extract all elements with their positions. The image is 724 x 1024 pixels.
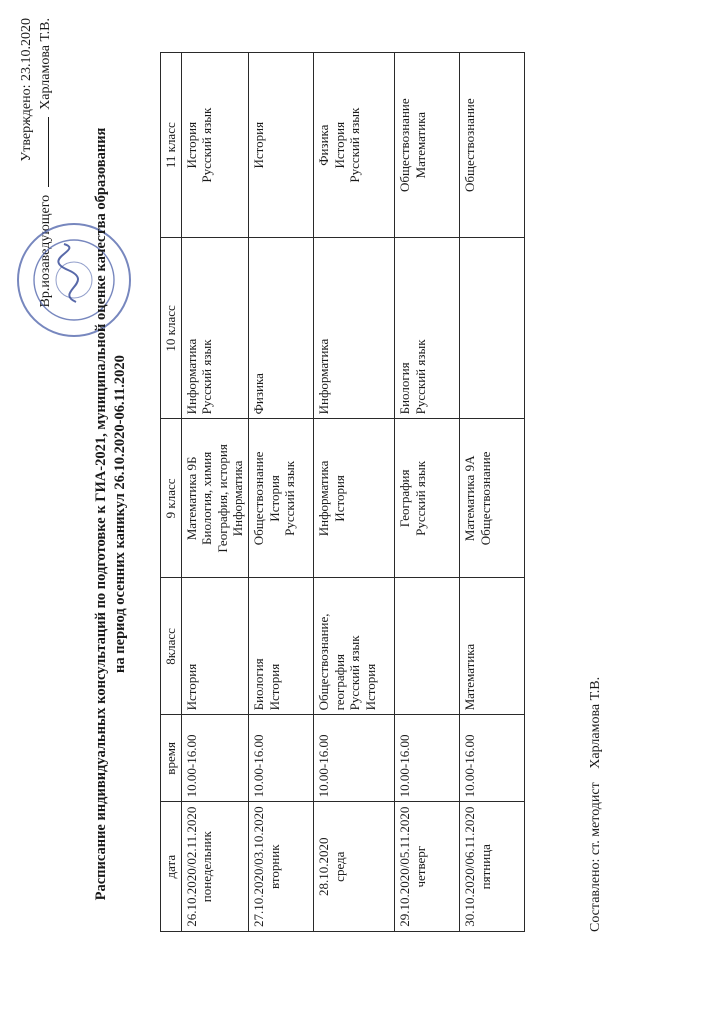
subject-line: История: [183, 663, 199, 711]
subject-line: История: [183, 121, 199, 169]
subject-line: Информатика: [315, 460, 331, 537]
cell-date: [313, 802, 394, 932]
cell-grade8: [459, 578, 524, 715]
subject-line: Математика: [412, 111, 428, 179]
subject-line: История: [266, 475, 282, 522]
schedule-table: [160, 52, 525, 932]
weekday-value: понедельник: [199, 831, 215, 903]
cell-time: 10.00-16.00: [181, 715, 248, 802]
cell-grade11: [394, 53, 459, 238]
cell-grade11: [313, 53, 394, 238]
subject-line: Русский язык: [282, 460, 298, 536]
subject-line: Информатика: [230, 460, 246, 537]
subject-line: Русский язык: [199, 107, 215, 183]
footer-label: Составлено: ст. методист: [588, 782, 603, 932]
date-value: 29.10.2020/05.11.2020: [396, 806, 412, 927]
date-value: 26.10.2020/02.11.2020: [183, 806, 199, 927]
subject-line: История: [362, 663, 378, 711]
cell-grade9: [394, 419, 459, 578]
subject-line: Биология: [396, 362, 412, 415]
cell-grade9: [181, 419, 248, 578]
subject-line: География: [396, 469, 412, 528]
date-value: 28.10.2020: [315, 837, 331, 896]
table-row: [181, 53, 248, 932]
signature-line: [48, 117, 49, 187]
subject-line: география: [331, 653, 347, 711]
subject-line: Обществознание,: [315, 613, 331, 711]
header-date: дата: [161, 802, 182, 932]
cell-grade10: [313, 238, 394, 419]
weekday-value: вторник: [266, 844, 282, 889]
cell-grade11: [459, 53, 524, 238]
weekday-value: пятница: [477, 844, 493, 890]
cell-grade8: [248, 578, 313, 715]
cell-grade9: [248, 419, 313, 578]
cell-date: [394, 802, 459, 932]
cell-grade10: [394, 238, 459, 419]
title-line-2: на период осенних каникул 26.10.2020-06.11.2020: [111, 355, 128, 673]
cell-grade11: [181, 53, 248, 238]
table-row: [248, 53, 313, 932]
cell-grade10: [248, 238, 313, 419]
header-time: время: [161, 715, 182, 802]
subject-line: Обществознание: [461, 98, 477, 193]
cell-date: [181, 802, 248, 932]
subject-line: География, история: [214, 444, 230, 553]
subject-line: Информатика: [183, 338, 199, 415]
subject-line: Физика: [315, 124, 331, 166]
cell-grade8: [313, 578, 394, 715]
table-row: [459, 53, 524, 932]
subject-line: Русский язык: [412, 460, 428, 536]
weekday-value: четверг: [412, 845, 428, 888]
approver-name: Харламова Т.В.: [37, 18, 53, 110]
subject-line: Русский язык: [347, 107, 363, 183]
approver-position: Вр.иозаведующего: [37, 194, 53, 308]
subject-line: Обществознание: [396, 98, 412, 193]
cell-date: [248, 802, 313, 932]
subject-line: Математика 9Б: [183, 456, 199, 541]
subject-line: История: [331, 475, 347, 522]
cell-time: 10.00-16.00: [394, 715, 459, 802]
approval-date: Утверждено: 23.10.2020: [19, 18, 34, 162]
subject-line: Обществознание: [250, 451, 266, 546]
subject-line: Русский язык: [199, 339, 215, 415]
subject-line: История: [331, 121, 347, 169]
header-grade-10: 10 класс: [161, 238, 182, 419]
cell-time: 10.00-16.00: [313, 715, 394, 802]
cell-grade9: [313, 419, 394, 578]
subject-line: Физика: [250, 373, 266, 415]
subject-line: Биология, химия: [199, 451, 215, 545]
subject-line: Обществознание: [477, 451, 493, 546]
cell-grade8: [394, 578, 459, 715]
document-title: [92, 84, 130, 944]
date-value: 30.10.2020/06.11.2020: [461, 806, 477, 927]
subject-line: Русский язык: [412, 339, 428, 415]
header-grade-8: 8класс: [161, 578, 182, 715]
table-row: [313, 53, 394, 932]
cell-grade10: [181, 238, 248, 419]
subject-line: История: [250, 121, 266, 169]
date-value: 27.10.2020/03.10.2020: [250, 806, 266, 927]
subject-line: Математика 9А: [461, 455, 477, 542]
title-line-1: Расписание индивидуальных консультаций по подготовке к ГИА-2021, муниципальной оценке качества образования: [93, 127, 109, 901]
footer-name: Харламова Т.В.: [588, 676, 603, 769]
weekday-value: среда: [331, 851, 347, 882]
table-header-row: [161, 53, 182, 932]
header-grade-9: 9 класс: [161, 419, 182, 578]
subject-line: Математика: [461, 643, 477, 711]
subject-line: История: [266, 663, 282, 711]
cell-time: 10.00-16.00: [248, 715, 313, 802]
cell-grade10: [459, 238, 524, 419]
footer-compiled-by: [588, 677, 604, 932]
cell-time: 10.00-16.00: [459, 715, 524, 802]
header-grade-11: 11 класс: [161, 53, 182, 238]
subject-line: Русский язык: [347, 635, 363, 711]
subject-line: Биология: [250, 658, 266, 711]
cell-date: [459, 802, 524, 932]
table-row: [394, 53, 459, 932]
cell-grade8: [181, 578, 248, 715]
subject-line: Информатика: [315, 338, 331, 415]
cell-grade9: [459, 419, 524, 578]
cell-grade11: [248, 53, 313, 238]
